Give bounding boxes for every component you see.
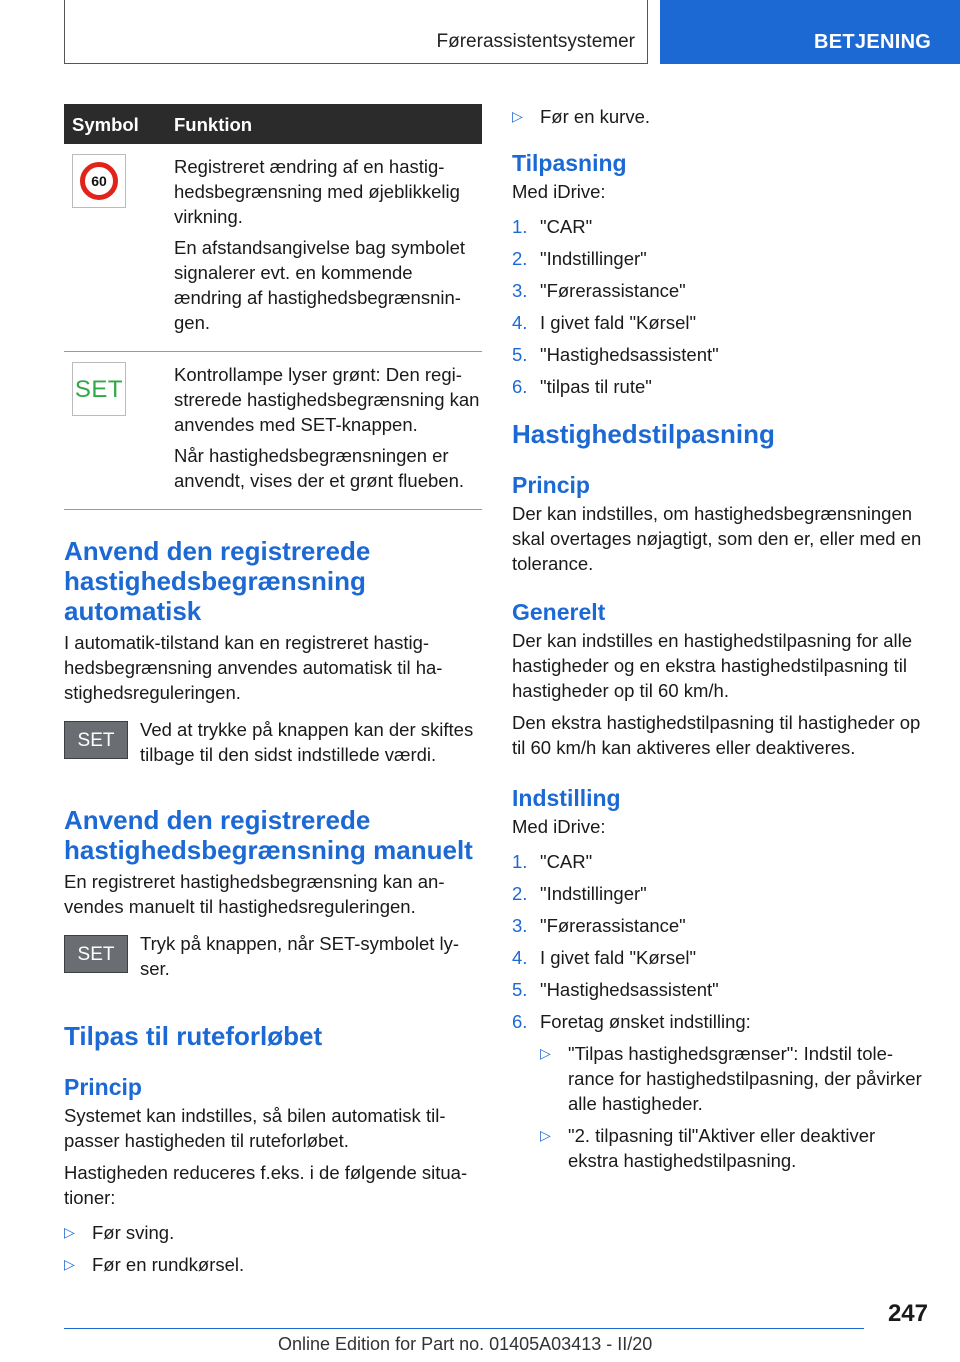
triangle-bullet-icon: ▷ — [512, 108, 523, 124]
manual-note — [64, 931, 482, 981]
set-button-icon: SET — [64, 935, 128, 973]
list-item: 1. "CAR" — [512, 851, 593, 872]
triangle-bullet-icon: ▷ — [540, 1045, 551, 1061]
table-cell-text: Når hastighedsbegrænsningen er anvendt, vises der et grønt flueben. — [174, 445, 465, 491]
list-item: 2. "Indstillinger" — [512, 883, 647, 904]
subheading-princip: Princip — [64, 1074, 142, 1100]
table-row — [64, 144, 482, 352]
idrive-label: Med iDrive: — [512, 816, 606, 837]
footer-edition: Online Edition for Part no. 01405A03413 - II/20 — [278, 1334, 653, 1354]
route-bullets-cont — [512, 104, 928, 129]
list-item: 6. "tilpas til rute" — [512, 376, 652, 397]
header-section-tab — [660, 0, 960, 64]
list-item: 3. "Førerassistance" — [512, 280, 686, 301]
subheading-indstilling: Indstilling — [512, 785, 621, 811]
speed-limit-sign-icon: 60 — [72, 154, 126, 208]
generelt-text-1: Der kan indstilles en hastighedstilpasning for alle hastigheder og en ekstra hastighedstilpasning til hastigheder op til 60 km/h. — [512, 630, 913, 701]
route-bullets — [64, 1220, 482, 1277]
section-heading-route: Tilpas til ruteforløbet — [64, 1021, 323, 1051]
triangle-bullet-icon: ▷ — [64, 1256, 75, 1272]
list-item: 5. "Hastighedsassistent" — [512, 979, 719, 1000]
triangle-bullet-icon: ▷ — [64, 1224, 75, 1240]
set-button-icon: SET — [64, 721, 128, 759]
section-heading-auto: Anvend den registrerede hastighedsbegrænsning automatisk — [64, 536, 371, 626]
table-cell-text: Kontrollampe lyser grønt: Den registrerede hastighedsbegrænsning kan anvendes med SET-knappen. — [174, 364, 480, 435]
subheading-generelt: Generelt — [512, 599, 606, 625]
table-cell-text: Registreret ændring af en hastighedsbegrænsning med øjeblikkelig virkning. — [174, 156, 460, 227]
auto-text: I automatik-tilstand kan en registreret hastighedsbegrænsning anvendes automatisk til hastighedsreguleringen. — [64, 632, 443, 703]
right-column — [512, 104, 928, 1180]
header-box — [64, 0, 648, 64]
speedadapt-steps — [512, 849, 928, 1034]
list-item: ▷ Før en rundkørsel. — [64, 1254, 245, 1275]
list-item: ▷ "Tilpas hastighedsgrænser": Indstil tolerance for hastighedstilpasning, der påvirker alle hastigheder. — [540, 1043, 922, 1114]
table-row — [64, 352, 482, 510]
auto-note-text: Ved at trykke på knappen kan der skiftes tilbage til den sidst indstillede værdi. — [140, 719, 474, 765]
list-item: 3. "Førerassistance" — [512, 915, 686, 936]
header-title: Førerassistentsystemer — [436, 31, 635, 52]
symbol-table — [64, 104, 482, 510]
list-item: 2. "Indstillinger" — [512, 248, 647, 269]
auto-note — [64, 717, 482, 767]
list-item: 6. Foretag ønsket indstilling: — [512, 1011, 751, 1032]
table-cell-text: En afstandsangivelse bag symbolet signalerer evt. en kommende ændring af hastighedsbegrænsningen. — [174, 237, 466, 333]
list-item: 4. I givet fald "Kørsel" — [512, 947, 697, 968]
speedadapt-princip-text: Der kan indstilles, om hastighedsbegrænsningen skal overtages nøjagtigt, som den er, eller med en tolerance. — [512, 503, 922, 574]
set-indicator-icon: SET — [72, 362, 126, 416]
list-item: ▷ "2. tilpasning til"Aktiver eller deaktiver ekstra hastighedstilpasning. — [540, 1125, 876, 1171]
manual-note-text: Tryk på knappen, når SET-symbolet lyser. — [140, 933, 460, 979]
section-heading-speedadapt: Hastighedstilpasning — [512, 419, 775, 449]
page-number: 247 — [887, 1300, 928, 1327]
triangle-bullet-icon: ▷ — [540, 1127, 551, 1143]
subheading-princip: Princip — [512, 472, 590, 498]
list-item: 4. I givet fald "Kørsel" — [512, 312, 697, 333]
speedadapt-sub-bullets — [540, 1041, 928, 1173]
route-text-2: Hastigheden reduceres f.eks. i de følgende situationer: — [64, 1162, 468, 1208]
list-item: ▷ Før sving. — [64, 1222, 175, 1243]
table-header-symbol: Symbol — [64, 104, 174, 144]
section-heading-manual: Anvend den registrerede hastighedsbegrænsning manuelt — [64, 805, 473, 865]
route-steps — [512, 214, 928, 399]
generelt-text-2: Den ekstra hastighedstilpasning til hastigheder op til 60 km/h kan aktiveres eller deaktiveres. — [512, 712, 921, 758]
table-header-funktion: Funktion — [174, 104, 482, 144]
footer-rule — [64, 1328, 864, 1329]
header-section-label: BETJENING — [814, 31, 932, 53]
list-item: 5. "Hastighedsassistent" — [512, 344, 719, 365]
subheading-tilpasning: Tilpasning — [512, 150, 627, 176]
list-item: 1. "CAR" — [512, 216, 593, 237]
idrive-label: Med iDrive: — [512, 181, 606, 202]
route-text-1: Systemet kan indstilles, så bilen automatisk tilpasser hastigheden til ruteforløbet. — [64, 1105, 446, 1151]
manual-text: En registreret hastighedsbegrænsning kan anvendes manuelt til hastighedsreguleringen. — [64, 871, 445, 917]
list-item: ▷ Før en kurve. — [512, 106, 650, 127]
left-column — [64, 104, 482, 1284]
